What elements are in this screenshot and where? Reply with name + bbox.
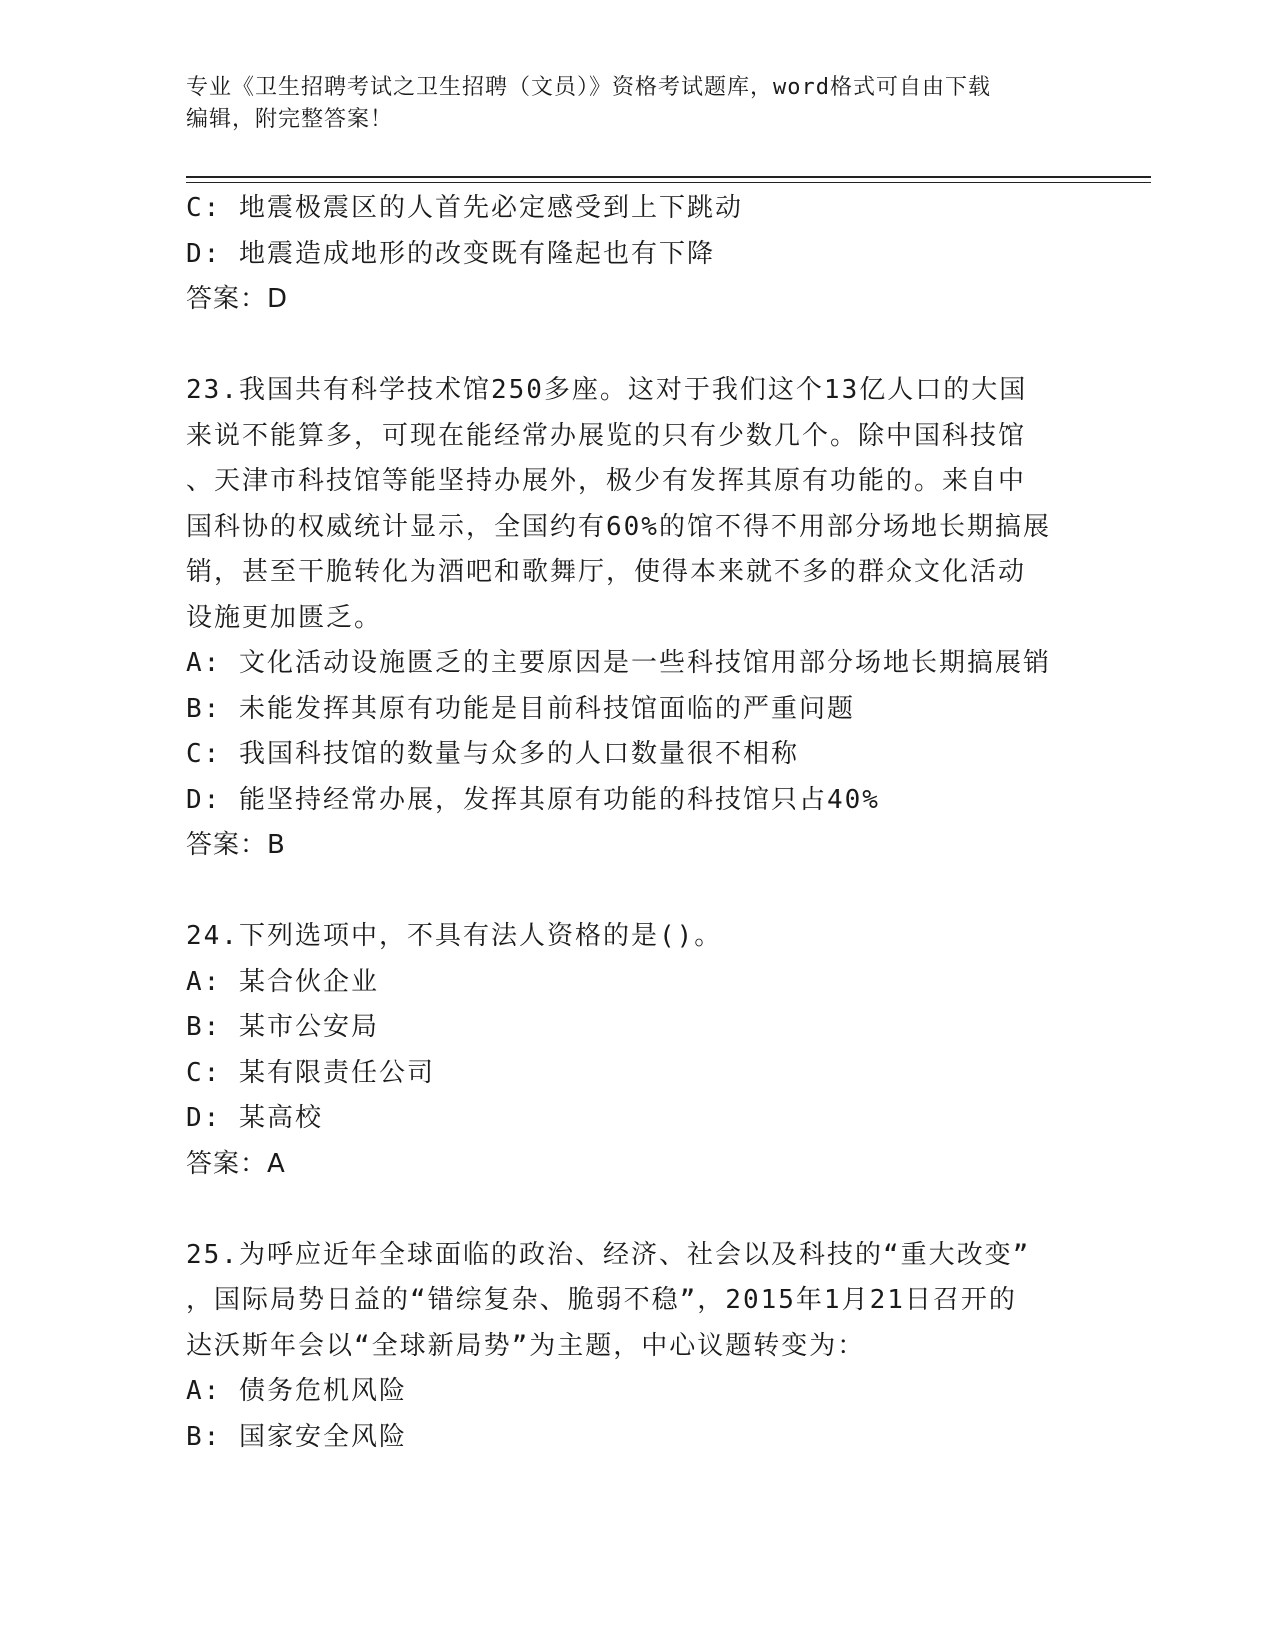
q25-stem-line-2: ，国际局势日益的“错综复杂、脆弱不稳”，2015年1月21日召开的 (186, 1285, 1017, 1315)
q22-answer: 答案：D (186, 284, 289, 314)
header-line-1: 专业《卫生招聘考试之卫生招聘（文员）》资格考试题库，word格式可自由下载 (186, 75, 991, 100)
header-rule-thick (186, 176, 1151, 178)
q25-stem-line-1: 25.为呼应近年全球面临的政治、经济、社会以及科技的“重大改变” (186, 1239, 1031, 1270)
q23-option-a: A: 文化活动设施匮乏的主要原因是一些科技馆用部分场地长期搞展销 (186, 648, 1051, 678)
q25-option-a: A: 债务危机风险 (186, 1376, 407, 1406)
q25-option-b: B: 国家安全风险 (186, 1421, 407, 1452)
q24-option-a: A: 某合伙企业 (186, 966, 379, 997)
question-content (186, 186, 1086, 1460)
q24-answer: 答案：A (186, 1148, 286, 1179)
q23-stem-line-6: 设施更加匮乏。 (186, 602, 383, 633)
spacer (186, 1187, 1086, 1233)
q22-option-c: C: 地震极震区的人首先必定感受到上下跳动 (186, 193, 743, 223)
q23-stem-line-5: 销，甚至干脆转化为酒吧和歌舞厅，使得本来就不多的群众文化活动 (186, 557, 1027, 587)
q24-option-c: C: 某有限责任公司 (186, 1057, 435, 1088)
document-header (186, 72, 1066, 136)
header-line-2: 编辑，附完整答案！ (186, 107, 394, 132)
q23-stem-line-4: 国科协的权威统计显示，全国约有60%的馆不得不用部分场地长期搞展 (186, 511, 1051, 542)
q23-option-d: D: 能坚持经常办展，发挥其原有功能的科技馆只占40% (186, 784, 880, 815)
q23-option-b: B: 未能发挥其原有功能是目前科技馆面临的严重问题 (186, 693, 855, 724)
q24-option-b: B: 某市公安局 (186, 1012, 379, 1042)
q23-option-c: C: 我国科技馆的数量与众多的人口数量很不相称 (186, 739, 799, 769)
q23-stem-line-2: 来说不能算多，可现在能经常办展览的只有少数几个。除中国科技馆 (186, 420, 1027, 451)
spacer (186, 323, 1086, 369)
q23-stem-line-3: 、天津市科技馆等能坚持办展外，极少有发挥其原有功能的。来自中 (186, 466, 1027, 496)
header-rule-thin (186, 182, 1151, 183)
q23-stem-line-1: 23.我国共有科学技术馆250多座。这对于我们这个13亿人口的大国 (186, 375, 1028, 405)
q25-stem-line-3: 达沃斯年会以“全球新局势”为主题，中心议题转变为： (186, 1330, 866, 1361)
q24-option-d: D: 某高校 (186, 1103, 323, 1133)
q24-stem: 24.下列选项中，不具有法人资格的是()。 (186, 921, 723, 951)
spacer (186, 869, 1086, 915)
q22-option-d: D: 地震造成地形的改变既有隆起也有下降 (186, 238, 715, 269)
q23-answer: 答案：B (186, 830, 286, 860)
